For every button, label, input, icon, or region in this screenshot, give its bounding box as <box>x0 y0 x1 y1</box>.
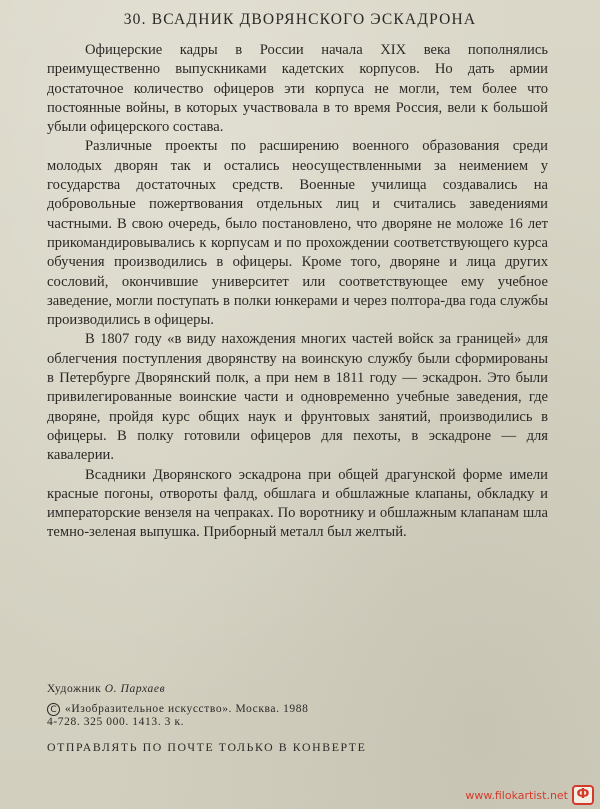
artist-name: О. Пархаев <box>104 683 166 695</box>
copyright-icon: С <box>47 703 60 716</box>
print-info: 4-728. 325 000. 1413. 3 к. <box>47 716 185 728</box>
artist-line <box>47 683 309 697</box>
publication-credits <box>47 683 309 730</box>
artist-label: Художник <box>47 683 102 695</box>
publisher-line <box>47 703 309 717</box>
site-watermark <box>465 785 594 805</box>
paragraph: Офицерские кадры в России начала XIX века пополнялись преимущественно выпускниками кадетских корпусов. Но дать армии достаточное количество офицеров эти корпуса не могли, тем более что постоянные войны, в которых участвовала в то время Россия, вели к большой убыли офицерского состава. <box>47 42 548 136</box>
mailing-note: ОТПРАВЛЯТЬ ПО ПОЧТЕ ТОЛЬКО В КОНВЕРТЕ <box>47 740 367 754</box>
filokartist-logo-icon: Ф <box>572 785 594 805</box>
paragraph: Всадники Дворянского эскадрона при общей драгунской форме имели красные погоны, отвороты фалд, обшлага и обшлажные клапаны, обкладку и императорские вензеля на чепраках. По воротнику и обшлажным клапанам шла темно-зеленая выпушка. Приборный металл был желтый. <box>47 466 548 541</box>
paragraph: В 1807 году «в виду нахождения многих частей войск за границей» для облегчения поступления дворянству на воинскую службу были сформированы в Петербурге Дворянский полк, а при нем в 1811 году — эскадрон. Это были привилегированные воинские части и одновременно учебные заведения, где дворяне, пройдя курс общих наук и фрунтовых занятий, производились в офицеры. В полку готовили офицеров для пехоты, в эскадроне — для кавалерии. <box>47 331 548 464</box>
card-body-text <box>47 41 548 543</box>
paragraph: Различные проекты по расширению военного образования среди молодых дворян так и остались неосуществленными за неимением у государства достаточных средств. Военные училища создавались на добровольные пожертвования отдельных лиц и считались заведениями частными. В свою очередь, было постановлено, что дворяне не моложе 16 лет прикомандировывались к корпусам и по прохождении соответствующего курса обучения производились в офицеры. Кроме того, дворяне и лица других сословий, окончившие университет или соответствующее ему учебное заведение, могли поступать в полки юнкерами и через полтора-два года службы производились в офицеры. <box>47 138 548 329</box>
publisher-name: «Изобразительное искусство». Москва. 1988 <box>65 702 309 715</box>
watermark-url: www.filokartist.net <box>465 788 568 802</box>
card-title: 30. ВСАДНИК ДВОРЯНСКОГО ЭСКАДРОНА <box>123 11 477 28</box>
